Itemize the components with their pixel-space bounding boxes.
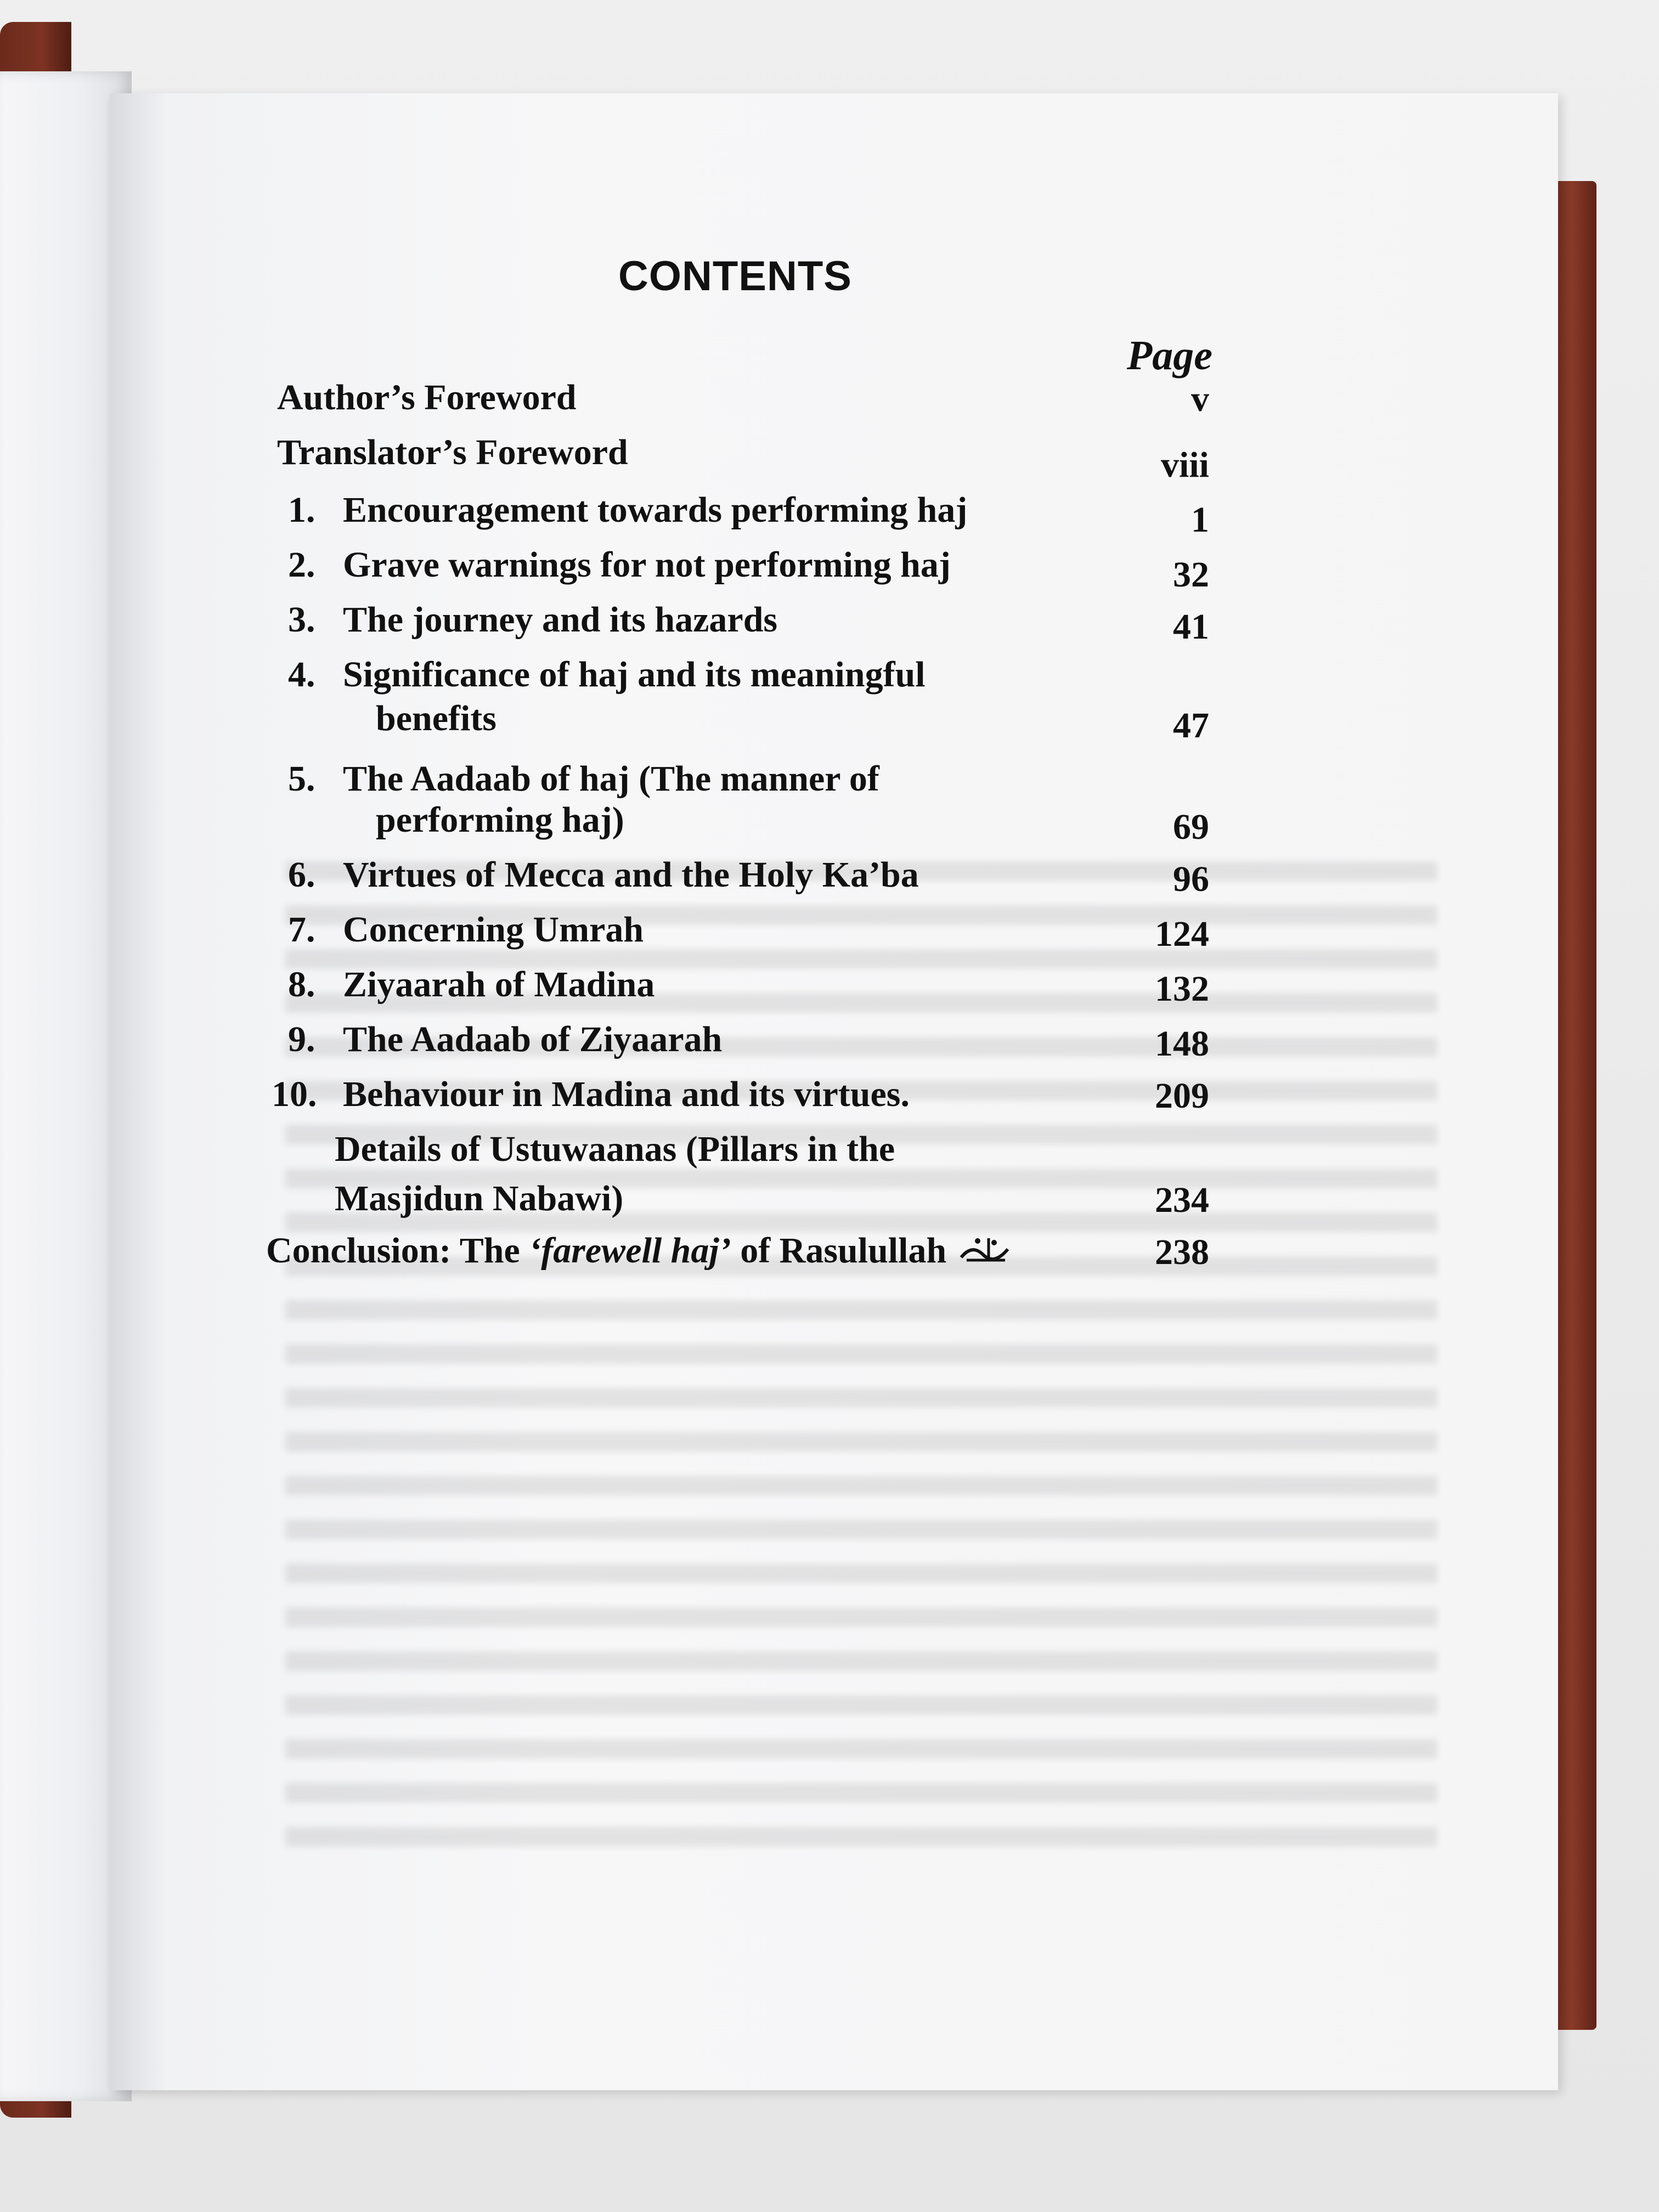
toc-entry-5 <box>288 757 879 801</box>
toc-entry-label: Virtues of Mecca and the Holy Ka’ba <box>343 855 919 895</box>
toc-entry-7 <box>288 908 644 952</box>
toc-entry-5-continuation <box>376 798 624 842</box>
toc-entry-label-suffix: of Rasulullah <box>731 1231 947 1271</box>
toc-entry-9 <box>288 1018 722 1062</box>
toc-entry-number: 2. <box>288 545 315 585</box>
toc-entry-label-continued: Masjidun Nabawi) <box>335 1178 624 1218</box>
toc-entry-4-continuation <box>376 697 496 741</box>
toc-entry-label: Concerning Umrah <box>343 910 644 950</box>
toc-page-number: 47 <box>1173 706 1209 746</box>
toc-page-number: 32 <box>1173 555 1209 595</box>
toc-entry-translators-foreword <box>277 431 628 475</box>
toc-entry-10 <box>272 1073 910 1116</box>
toc-page-number: 96 <box>1173 859 1209 899</box>
toc-entry-ustuwaanas-continuation <box>335 1177 623 1221</box>
toc-page-number: 1 <box>1191 500 1209 540</box>
toc-entry-label: Ziyaarah of Madina <box>343 964 655 1005</box>
toc-page-number: viii <box>1160 445 1209 485</box>
toc-entry-number: 5. <box>288 759 315 799</box>
toc-entry-label: The journey and its hazards <box>343 600 778 640</box>
toc-entry-label: Grave warnings for not performing haj <box>343 545 951 585</box>
toc-entry-number: 6. <box>288 855 315 895</box>
toc-entry-conclusion <box>266 1229 1016 1273</box>
arabic-honorific-glyph <box>956 1233 1016 1266</box>
toc-page-number: 238 <box>1155 1232 1209 1272</box>
toc-page-number: 148 <box>1155 1024 1209 1064</box>
toc-entry-label: Author’s Foreword <box>277 377 577 417</box>
toc-entry-number: 10. <box>272 1074 317 1114</box>
toc-entry-label: Details of Ustuwaanas (Pillars in the <box>335 1129 895 1169</box>
contents-title: CONTENTS <box>618 253 852 300</box>
toc-page-number: 234 <box>1155 1180 1209 1220</box>
toc-entry-authors-foreword <box>277 376 577 420</box>
toc-page-number: v <box>1191 379 1209 419</box>
toc-entry-number: 3. <box>288 600 315 640</box>
toc-entry-4 <box>288 653 926 697</box>
toc-entry-label-continued: performing haj) <box>376 800 624 840</box>
toc-entry-8 <box>288 963 654 1007</box>
toc-entry-label: Significance of haj and its meaningful <box>343 654 926 695</box>
toc-page-number: 209 <box>1155 1076 1209 1116</box>
toc-entry-3 <box>288 598 777 642</box>
toc-entry-label: Translator’s Foreword <box>277 432 628 472</box>
toc-entry-label-continued: benefits <box>376 698 496 738</box>
toc-entry-1 <box>288 488 967 532</box>
toc-entry-label-prefix: Conclusion: The <box>266 1231 529 1271</box>
toc-entry-number: 9. <box>288 1019 315 1059</box>
toc-entry-number: 8. <box>288 964 315 1005</box>
toc-page-number: 132 <box>1155 969 1209 1009</box>
toc-entry-number: 1. <box>288 490 315 530</box>
toc-entry-label: Behaviour in Madina and its virtues. <box>343 1074 910 1114</box>
toc-entry-label: The Aadaab of haj (The manner of <box>343 759 879 799</box>
toc-entry-number: 7. <box>288 910 315 950</box>
toc-entry-6 <box>288 853 919 897</box>
toc-page-number: 69 <box>1173 807 1209 847</box>
toc-entry-2 <box>288 543 951 587</box>
toc-entry-label: Encouragement towards performing haj <box>343 490 968 530</box>
toc-page-number: 124 <box>1155 914 1209 954</box>
toc-entry-label: The Aadaab of Ziyaarah <box>343 1019 723 1059</box>
toc-entry-ustuwaanas <box>335 1127 895 1171</box>
toc-page-number: 41 <box>1173 607 1209 647</box>
page-column-header: Page <box>1126 332 1212 379</box>
show-through-text <box>285 861 1437 1849</box>
toc-entry-number: 4. <box>288 654 315 695</box>
toc-entry-label-italic: ‘farewell haj’ <box>529 1231 731 1271</box>
